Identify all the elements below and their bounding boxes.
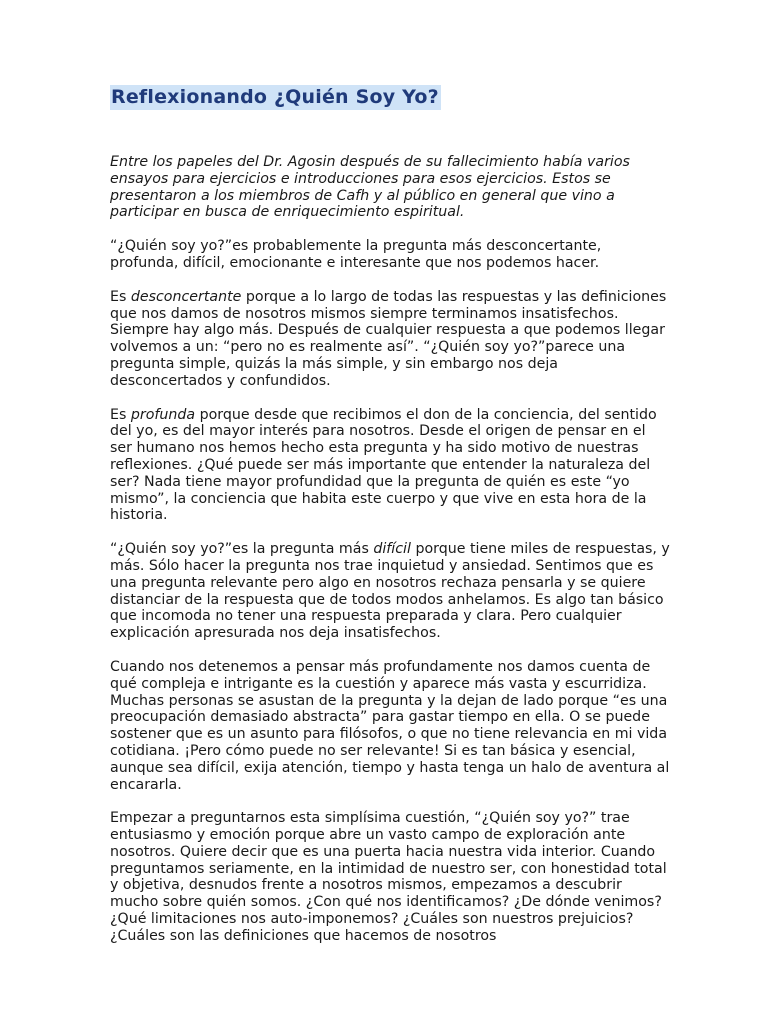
- document-body: [110, 154, 668, 945]
- paragraph-4: [110, 541, 670, 642]
- paragraph-3-emphasis: profunda: [130, 406, 196, 423]
- paragraph-4-lead: “¿Quién soy yo?”es la pregunta más: [110, 541, 374, 558]
- intro-paragraph: Entre los papeles del Dr. Agosin después de su fallecimiento había varios ensayos para ejercicios e introducciones para esos ejercicios. Estos se presentaron a los miembros de Cafh y al público en general que vino a participar en busca de enriquecimiento espiritual.: [110, 154, 630, 221]
- paragraph-2-emphasis: desconcertante: [130, 288, 242, 305]
- paragraph-3: [110, 407, 670, 525]
- page-title: Reflexionando ¿Quién Soy Yo?: [111, 86, 439, 108]
- paragraph-3-lead: Es: [110, 406, 131, 423]
- paragraph-4-rest: porque tiene miles de respuestas, y más. Sólo hacer la pregunta nos trae inquietud y ansiedad. Sentimos que es una pregunta relevante pero algo en nosotros rechaza pensarla y se quiere distanciar de la respuesta que de todos modos anhelamos. Es algo tan básico que incomoda no tener una respuesta preparada y clara. Pero cualquier explicación apresurada nos deja insatisfechos.: [110, 541, 670, 642]
- paragraph-5: Cuando nos detenemos a pensar más profundamente nos damos cuenta de qué compleja e intrigante es la cuestión y aparece más vasta y escurridiza. Muchas personas se asustan de la pregunta y la dejan de lado porque “es una preocupación demasiado abstracta” para gastar tiempo en ella. O se puede sostener que es un asunto para filósofos, o que no tiene relevancia en mi vida cotidiana. ¡Pero cómo puede no ser relevante! Si es tan básica y esencial, aunque sea difícil, exija atención, tiempo y hasta tenga un halo de aventura al encararla.: [110, 658, 670, 793]
- paragraph-1: “¿Quién soy yo?”es probablemente la pregunta más desconcertante, profunda, difícil, emocionante e interesante que nos podemos hacer.: [110, 238, 602, 271]
- paragraph-4-emphasis: difícil: [373, 541, 411, 558]
- paragraph-6: Empezar a preguntarnos esta simplísima cuestión, “¿Quién soy yo?” trae entusiasmo y emoción porque abre un vasto campo de exploración ante nosotros. Quiere decir que es una puerta hacia nuestra vida interior. Cuando preguntamos seriamente, en la intimidad de nuestro ser, con honestidad total y objetiva, desnudos frente a nosotros mismos, empezamos a descubrir mucho sobre quién somos. ¿Con qué nos identificamos? ¿De dónde venimos? ¿Qué limitaciones nos auto-imponemos? ¿Cuáles son nuestros prejuicios? ¿Cuáles son las definiciones que hacemos de nosotros: [110, 810, 667, 944]
- paragraph-3-rest: porque desde que recibimos el don de la conciencia, del sentido del yo, es del mayor interés para nosotros. Desde el origen de pensar en el ser humano nos hemos hecho esta pregunta y ha sido motivo de nuestras reflexiones. ¿Qué puede ser más importante que entender la naturaleza del ser? Nada tiene mayor profundidad que la pregunta de quién es este “yo mismo”, la conciencia que habita este cuerpo y que vive en esta hora de la historia.: [110, 406, 657, 524]
- paragraph-2-lead: Es: [110, 288, 131, 305]
- paragraph-2: [110, 289, 670, 390]
- paragraph-2-rest: porque a lo largo de todas las respuestas y las definiciones que nos damos de nosotros mismos siempre terminamos insatisfechos. Siempre hay algo más. Después de cualquier respuesta a que podemos llegar volvemos a un: “pero no es realmente así”. “¿Quién soy yo?”parece una pregunta simple, quizás la más simple, y sin embargo nos deja desconcertados y confundidos.: [110, 288, 667, 389]
